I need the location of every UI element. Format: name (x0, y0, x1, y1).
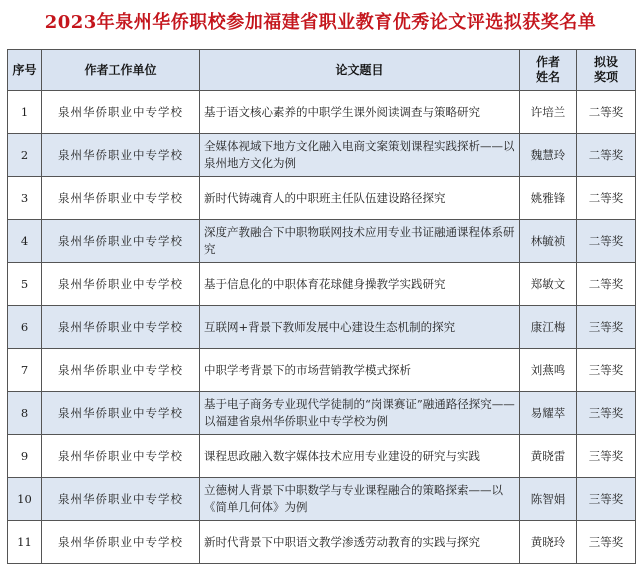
cell-award: 三等奖 (577, 392, 636, 435)
header-unit: 作者工作单位 (42, 50, 200, 91)
table-row (8, 349, 636, 392)
cell-award: 二等奖 (577, 91, 636, 134)
cell-author: 黄晓雷 (520, 435, 577, 478)
table-row (8, 478, 636, 521)
cell-author: 郑敏文 (520, 263, 577, 306)
table-row (8, 306, 636, 349)
cell-paper-title: 全媒体视域下地方文化融入电商文案策划课程实践探析——以泉州地方文化为例 (200, 134, 520, 177)
cell-no: 3 (8, 177, 42, 220)
header-no: 序号 (8, 50, 42, 91)
table-row (8, 263, 636, 306)
cell-author: 许培兰 (520, 91, 577, 134)
cell-award: 二等奖 (577, 134, 636, 177)
table-row (8, 134, 636, 177)
cell-unit: 泉州华侨职业中专学校 (42, 177, 200, 220)
cell-unit: 泉州华侨职业中专学校 (42, 134, 200, 177)
cell-no: 4 (8, 220, 42, 263)
document-title: 2023年泉州华侨职校参加福建省职业教育优秀论文评选拟获奖名单 (44, 12, 597, 33)
cell-author: 林毓祯 (520, 220, 577, 263)
header-author: 作者 姓名 (520, 50, 577, 91)
cell-paper-title: 课程思政融入数字媒体技术应用专业建设的研究与实践 (200, 435, 520, 478)
table-row (8, 91, 636, 134)
cell-paper-title: 中职学考背景下的市场营销教学模式探析 (200, 349, 520, 392)
cell-no: 2 (8, 134, 42, 177)
cell-author: 易耀萃 (520, 392, 577, 435)
cell-unit: 泉州华侨职业中专学校 (42, 220, 200, 263)
cell-unit: 泉州华侨职业中专学校 (42, 521, 200, 564)
cell-unit: 泉州华侨职业中专学校 (42, 435, 200, 478)
cell-paper-title: 基于信息化的中职体育花球健身操教学实践研究 (200, 263, 520, 306)
cell-award: 二等奖 (577, 177, 636, 220)
cell-award: 二等奖 (577, 263, 636, 306)
cell-author: 黄晓玲 (520, 521, 577, 564)
table-row (8, 521, 636, 564)
table-header-row (8, 50, 636, 91)
table-body (8, 91, 636, 564)
header-title: 论文题目 (200, 50, 520, 91)
cell-author: 刘燕鸣 (520, 349, 577, 392)
cell-paper-title: 新时代背景下中职语文教学渗透劳动教育的实践与探究 (200, 521, 520, 564)
cell-unit: 泉州华侨职业中专学校 (42, 91, 200, 134)
cell-no: 10 (8, 478, 42, 521)
cell-unit: 泉州华侨职业中专学校 (42, 392, 200, 435)
cell-paper-title: 深度产教融合下中职物联网技术应用专业书证融通课程体系研究 (200, 220, 520, 263)
header-award: 拟设 奖项 (577, 50, 636, 91)
cell-no: 1 (8, 91, 42, 134)
cell-award: 三等奖 (577, 306, 636, 349)
cell-author: 康江梅 (520, 306, 577, 349)
cell-award: 三等奖 (577, 521, 636, 564)
cell-author: 陈智娟 (520, 478, 577, 521)
cell-unit: 泉州华侨职业中专学校 (42, 478, 200, 521)
cell-award: 三等奖 (577, 435, 636, 478)
table-row (8, 435, 636, 478)
cell-award: 二等奖 (577, 220, 636, 263)
cell-unit: 泉州华侨职业中专学校 (42, 306, 200, 349)
cell-no: 11 (8, 521, 42, 564)
cell-award: 三等奖 (577, 478, 636, 521)
cell-no: 7 (8, 349, 42, 392)
cell-paper-title: 基于电子商务专业现代学徒制的“岗课赛证”融通路径探究——以福建省泉州华侨职业中专学校为例 (200, 392, 520, 435)
cell-no: 6 (8, 306, 42, 349)
cell-no: 9 (8, 435, 42, 478)
table-row (8, 177, 636, 220)
cell-paper-title: 新时代铸魂育人的中职班主任队伍建设路径探究 (200, 177, 520, 220)
cell-unit: 泉州华侨职业中专学校 (42, 263, 200, 306)
cell-paper-title: 基于语文核心素养的中职学生课外阅读调查与策略研究 (200, 91, 520, 134)
table-row (8, 220, 636, 263)
table-row (8, 392, 636, 435)
cell-no: 8 (8, 392, 42, 435)
award-list-table (7, 49, 636, 564)
cell-paper-title: 立德树人背景下中职数学与专业课程融合的策略探索——以《简单几何体》为例 (200, 478, 520, 521)
cell-author: 姚雅锋 (520, 177, 577, 220)
cell-author: 魏慧玲 (520, 134, 577, 177)
cell-award: 三等奖 (577, 349, 636, 392)
cell-unit: 泉州华侨职业中专学校 (42, 349, 200, 392)
cell-no: 5 (8, 263, 42, 306)
cell-paper-title: 互联网+背景下教师发展中心建设生态机制的探究 (200, 306, 520, 349)
